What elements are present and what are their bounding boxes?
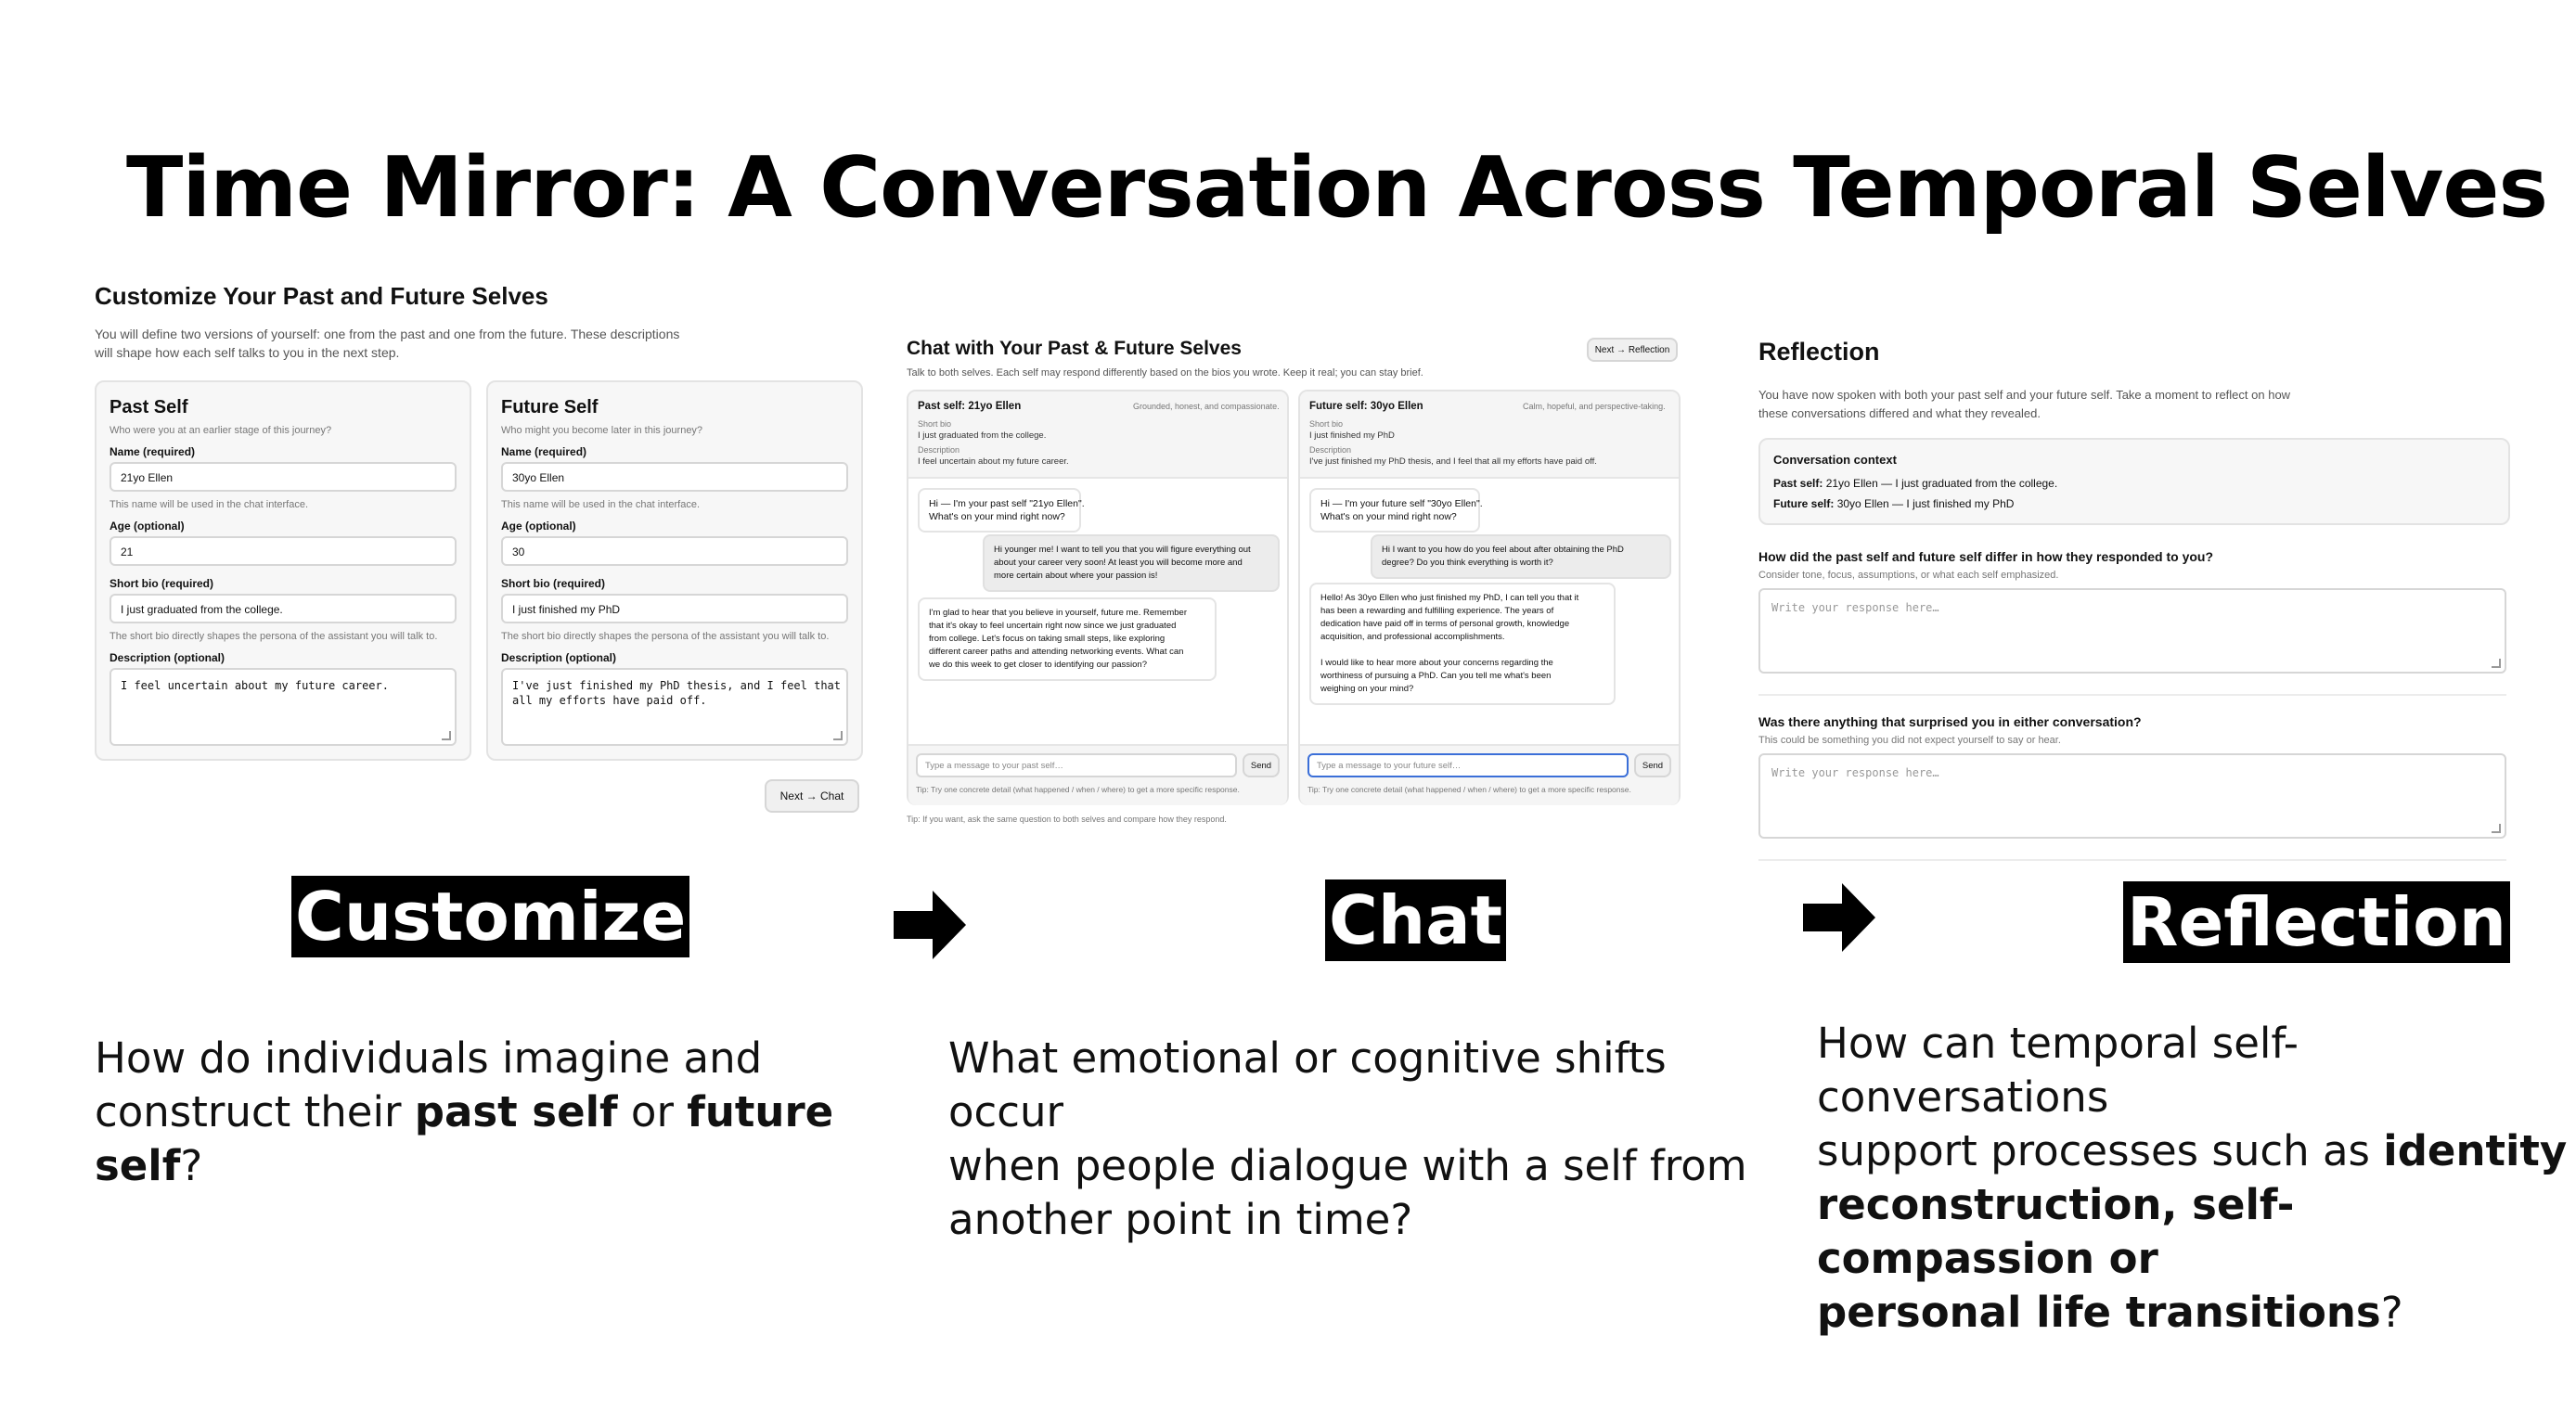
reflection-q1-placeholder: Write your response here… [1771,601,1939,614]
future-name-help: This name will be used in the chat interface. [501,499,701,510]
future-bio-input[interactable] [501,594,848,623]
future-self-card [486,380,863,761]
future-msg-3 [1309,583,1616,705]
future-message-input[interactable] [1307,753,1629,777]
step-label-chat: Chat [1325,879,1506,961]
context-future-label: Future self: [1773,497,1835,510]
past-chat-tone: Grounded, honest, and compassionate. [1133,402,1280,411]
chat-bottom-tip: Tip: If you want, ask the same question to both selves and compare how they respond. [907,815,1227,824]
resize-handle[interactable] [833,731,843,740]
past-self-title: Past Self [109,397,188,417]
q3-bold-reconstruction: reconstruction, self-compassion or [1817,1180,2295,1283]
q1-text: construct their [95,1087,415,1136]
q3-bold-transitions: personal life transitions [1817,1288,2381,1337]
message-line: different career paths and attending networking events. What can [929,647,1184,657]
resize-handle[interactable] [2492,659,2501,668]
context-title: Conversation context [1773,453,1897,467]
reflection-q2-placeholder: Write your response here… [1771,766,1939,779]
message-line: I would like to hear more about your concerns regarding the [1320,658,1553,668]
past-chat-panel [907,390,1289,805]
arrow-right-icon [894,891,966,959]
chat-screenshot [905,334,1684,835]
message-line: Hello! As 30yo Ellen who just finished my PhD, I can tell you that it [1320,593,1579,603]
divider [1758,859,2506,861]
arrow-right-icon [1803,883,1875,952]
past-name-help: This name will be used in the chat interface. [109,499,309,510]
context-past-label: Past self: [1773,477,1823,490]
q1-or: or [617,1087,688,1136]
context-past-value: 21yo Ellen — I just graduated from the college. [1825,477,2058,490]
research-question-3 [1817,1017,2569,1340]
future-age-label: Age (optional) [501,520,576,533]
message-line: weighing on your mind? [1320,684,1414,694]
future-chat-panel [1298,390,1681,805]
resize-handle[interactable] [2492,824,2501,833]
q2-line3: another point in time? [948,1195,1413,1244]
message-line: worthiness of pursuing a PhD. Can you tell me what's been [1320,671,1552,681]
q3-line3 [1817,1178,2569,1286]
q2-line2: when people dialogue with a self from [948,1141,1747,1190]
message-line: has been a rewarding and fulfilling experience. The years of [1320,606,1554,616]
page-title: Time Mirror: A Conversation Across Temporal Selves [126,139,2548,237]
future-send-button[interactable]: Send [1634,753,1671,777]
future-input-placeholder: Type a message to your future self… [1317,761,1462,771]
q1-bold-past-self: past self [414,1087,618,1136]
future-age-value: 30 [512,546,525,558]
future-chat-bio-label: Short bio [1309,419,1344,429]
past-self-card [95,380,471,761]
message-line: degree? Do you think everything is worth it? [1382,558,1553,568]
future-desc-label: Description (optional) [501,651,616,664]
past-name-label: Name (required) [109,445,196,458]
reflection-q2: Was there anything that surprised you in either conversation? [1758,714,2142,729]
q3-end: ? [2380,1288,2403,1337]
q3-line4 [1817,1286,2569,1340]
reflection-heading: Reflection [1758,338,1880,366]
step-label-reflection: Reflection [2123,881,2510,963]
conversation-context-box [1758,438,2510,525]
chat-heading: Chat with Your Past & Future Selves [907,338,1242,359]
q1-line3 [95,1139,856,1193]
future-msg-2 [1371,534,1671,579]
message-line: about your career very soon! At least you will become more and [994,558,1243,568]
context-future-value: 30yo Ellen — I just finished my PhD [1836,497,2015,510]
future-chat-desc: I've just finished my PhD thesis, and I feel that all my efforts have paid off. [1309,456,1597,467]
q1-bold-self: self [95,1141,181,1190]
past-age-input[interactable] [109,536,457,566]
future-bio-value: I just finished my PhD [512,603,621,616]
reflection-screenshot [1758,334,2519,872]
q3-bold-identity: identity [2383,1126,2568,1175]
past-desc-textarea[interactable] [109,668,457,746]
past-send-button[interactable]: Send [1243,753,1280,777]
future-chat-bio: I just finished my PhD [1309,430,1395,441]
past-age-label: Age (optional) [109,520,185,533]
reflection-q2-hint: This could be something you did not expect yourself to say or hear. [1758,735,2061,746]
past-desc-label: Description (optional) [109,651,225,664]
customize-intro-2: will shape how each self talks to you in the next step. [95,345,400,360]
future-desc-textarea[interactable] [501,668,848,746]
past-bio-help: The short bio directly shapes the persona of the assistant you will talk to. [109,631,438,642]
message-line: What's on your mind right now? [1320,511,1457,522]
past-bio-input[interactable] [109,594,457,623]
past-bio-value: I just graduated from the college. [121,603,283,616]
message-line: from college. Let's focus on taking small steps, like exploring [929,634,1166,644]
q1-line1: How do individuals imagine and [95,1033,763,1083]
future-bio-label: Short bio (required) [501,577,605,590]
customize-screenshot [93,278,872,835]
message-line: Hi — I'm your past self "21yo Ellen". [929,498,1085,509]
future-chat-tip: Tip: Try one concrete detail (what happened / when / where) to get a more specific response. [1307,785,1631,794]
past-msg-2 [983,534,1280,592]
reflection-q1-hint: Consider tone, focus, assumptions, or what each self emphasized. [1758,570,2059,581]
customize-heading: Customize Your Past and Future Selves [95,282,548,310]
future-bio-help: The short bio directly shapes the persona of the assistant you will talk to. [501,631,830,642]
research-question-2 [948,1032,1765,1247]
past-chat-bio: I just graduated from the college. [918,430,1047,441]
message-line: I'm glad to hear that you believe in yourself, future me. Remember [929,608,1187,618]
message-line: acquisition, and professional accomplishments. [1320,632,1505,642]
message-line: Hi younger me! I want to tell you that you will figure everything out [994,545,1251,555]
step-label-customize: Customize [291,876,689,957]
q3-line2 [1817,1124,2569,1178]
reflection-q1: How did the past self and future self differ in how they responded to you? [1758,549,2214,564]
future-desc-value-2: all my efforts have paid off. [512,694,707,707]
future-desc-value-1: I've just finished my PhD thesis, and I feel that [512,679,842,692]
message-line [1320,644,1604,657]
research-question-1 [95,1032,856,1193]
message-line: Hi I want to you how do you feel about after obtaining the PhD [1382,545,1624,555]
q1-bold-future: future [687,1087,834,1136]
past-desc-value: I feel uncertain about my future career. [121,679,389,692]
past-message-input[interactable] [916,753,1237,777]
past-chat-title: Past self: 21yo Ellen [918,401,1022,412]
context-future [1773,497,2014,510]
future-age-input[interactable] [501,536,848,566]
past-msg-1 [918,488,1085,533]
past-chat-tip: Tip: Try one concrete detail (what happened / when / where) to get a more specific response. [916,785,1240,794]
future-self-subtitle: Who might you become later in this journey? [501,425,703,436]
past-chat-desc-label: Description [918,445,960,455]
reflection-intro-2: these conversations differed and what they revealed. [1758,406,2041,420]
q3-line1: How can temporal self-conversations [1817,1019,2299,1122]
q1-line2 [95,1085,856,1139]
context-past [1773,477,2057,490]
future-self-title: Future Self [501,397,599,417]
past-msg-3 [918,597,1217,681]
message-line: What's on your mind right now? [929,511,1065,522]
past-input-placeholder: Type a message to your past self… [925,761,1063,771]
q2-line1: What emotional or cognitive shifts occur [948,1033,1667,1136]
message-line: more certain about where your passion is! [994,571,1158,581]
past-name-value: 21yo Ellen [121,471,174,484]
past-chat-desc: I feel uncertain about my future career. [918,456,1069,467]
q1-end: ? [180,1141,203,1190]
reflection-intro-1: You have now spoken with both your past self and your future self. Take a moment to reflect on how [1758,388,2291,402]
future-name-value: 30yo Ellen [512,471,565,484]
future-name-label: Name (required) [501,445,587,458]
past-self-subtitle: Who were you at an earlier stage of this journey? [109,425,332,436]
next-chat-button[interactable]: Next → Chat [765,779,859,813]
future-chat-tone: Calm, hopeful, and perspective-taking. [1523,402,1666,411]
message-line: dedication have paid off in terms of personal growth, knowledge [1320,619,1570,629]
message-line: we do this week to get closer to identifying our passion? [929,660,1147,670]
past-bio-label: Short bio (required) [109,577,213,590]
message-line: that it's okay to feel uncertain right now since we just graduated [929,621,1177,631]
next-reflection-button[interactable]: Next → Reflection [1587,338,1678,362]
resize-handle[interactable] [442,731,451,740]
past-chat-bio-label: Short bio [918,419,952,429]
future-chat-title: Future self: 30yo Ellen [1309,401,1423,412]
past-name-input[interactable] [109,462,457,492]
divider [1758,694,2506,696]
q3-text: support processes such as [1817,1126,2384,1175]
message-line: Hi — I'm your future self "30yo Ellen". [1320,498,1483,509]
reflection-q2-textarea[interactable] [1758,753,2506,839]
reflection-q1-textarea[interactable] [1758,588,2506,674]
future-chat-desc-label: Description [1309,445,1352,455]
chat-intro: Talk to both selves. Each self may respond differently based on the bios you wrote. Keep it real; you can stay brief. [907,367,1423,379]
past-age-value: 21 [121,546,134,558]
customize-intro-1: You will define two versions of yourself: one from the past and one from the future. These descriptions [95,327,680,341]
future-msg-1 [1309,488,1483,533]
future-name-input[interactable] [501,462,848,492]
